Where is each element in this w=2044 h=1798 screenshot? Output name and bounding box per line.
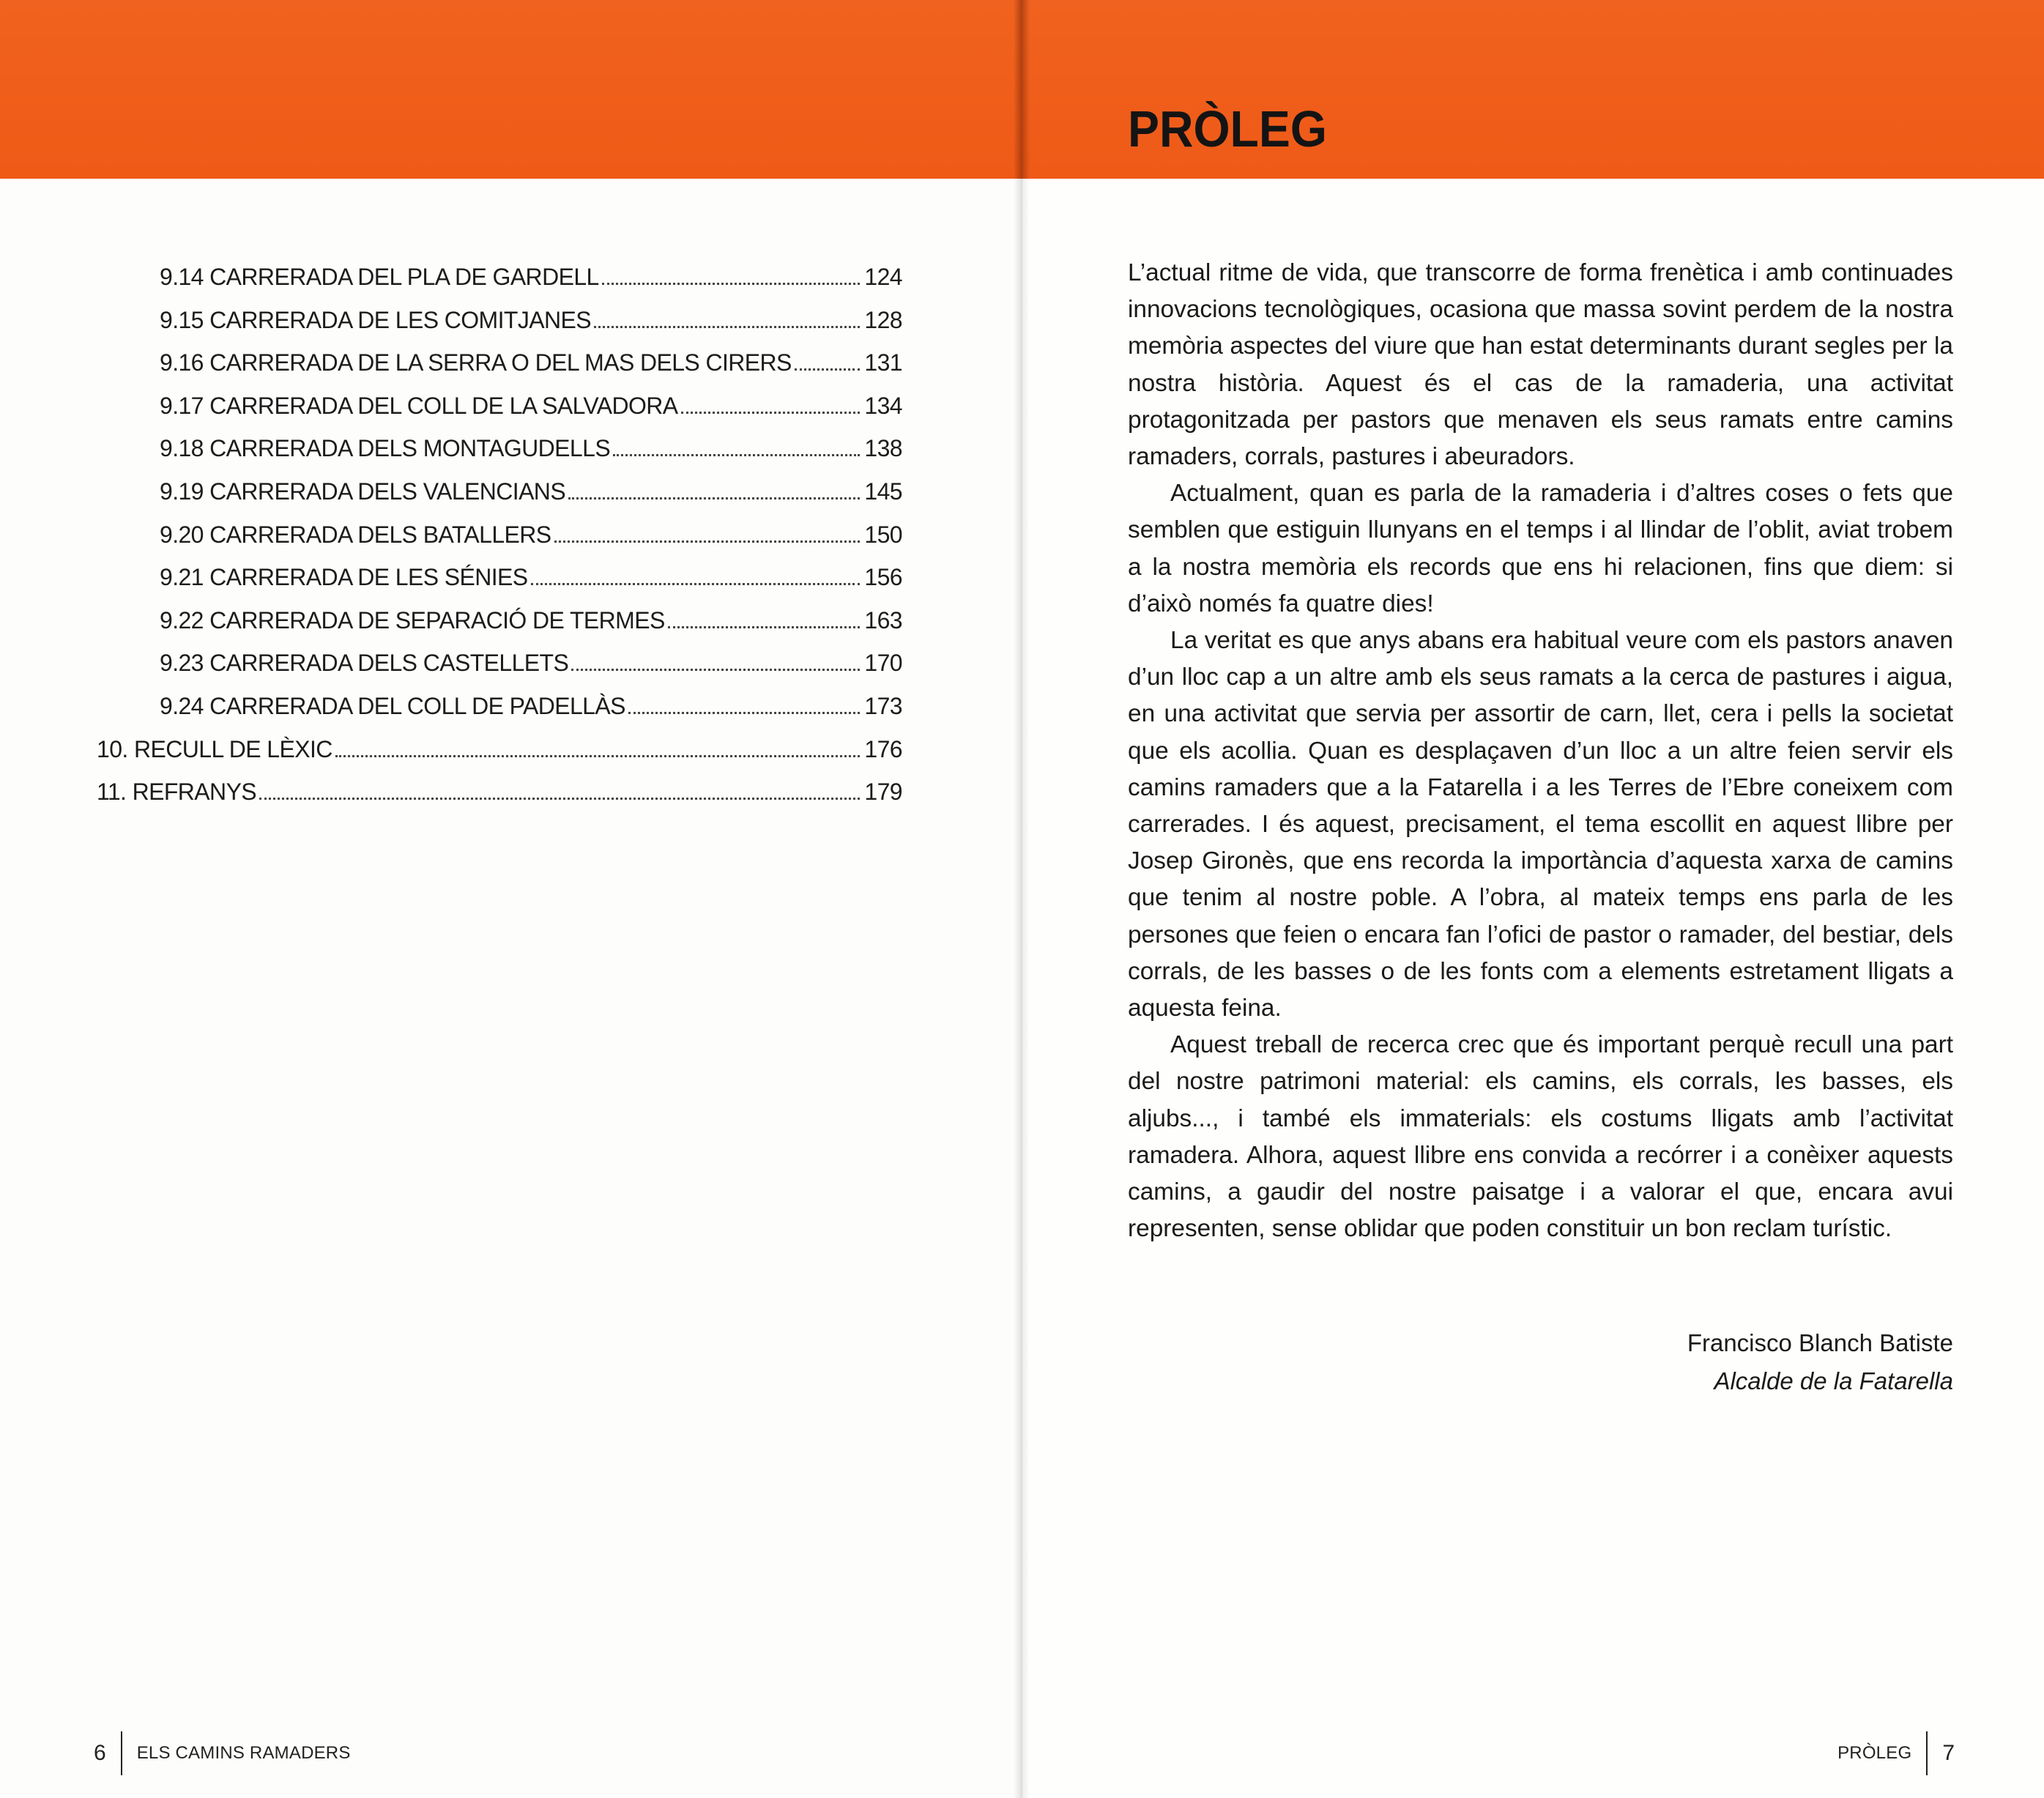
signature-block	[1687, 1324, 1953, 1400]
toc-entry	[160, 435, 902, 478]
toc-entry-page: 150	[864, 521, 902, 548]
toc-entry-label: 9.17 CARRERADA DEL COLL DE LA SALVADORA	[160, 392, 678, 419]
toc-entry	[97, 736, 902, 779]
signature-name: Francisco Blanch Batiste	[1687, 1329, 1953, 1356]
toc-entry	[97, 779, 902, 821]
toc-entry-label: 9.21 CARRERADA DE LES SÉNIES	[160, 564, 528, 591]
toc-entry	[160, 693, 902, 735]
toc-entry	[160, 393, 902, 435]
running-section-title: PRÒLEG	[1837, 1743, 1912, 1763]
toc-entry-label: 9.24 CARRERADA DEL COLL DE PADELLÀS	[160, 693, 625, 719]
book-spine-band-shadow	[1014, 0, 1030, 179]
toc-entry-label: 10. RECULL DE LÈXIC	[97, 735, 332, 762]
toc-entry	[160, 607, 902, 650]
toc-entry-page: 131	[864, 349, 902, 376]
toc-leader-dots	[681, 412, 861, 414]
book-spine-shadow	[1014, 0, 1030, 1798]
toc-leader-dots	[571, 669, 860, 671]
toc-entry-page: 156	[864, 564, 902, 591]
toc-entry-label: 9.18 CARRERADA DELS MONTAGUDELLS	[160, 435, 611, 462]
toc-entry	[160, 521, 902, 564]
toc-entry-page: 138	[864, 435, 902, 462]
toc-entry-label: 9.16 CARRERADA DE LA SERRA O DEL MAS DELS CIRERS	[160, 349, 792, 376]
toc-entry-label: 9.14 CARRERADA DEL PLA DE GARDELL	[160, 264, 599, 290]
toc-leader-dots	[602, 283, 861, 285]
running-book-title: ELS CAMINS RAMADERS	[136, 1743, 351, 1763]
prologue-paragraph: Actualment, quan es parla de la ramaderia i d’altres coses o fets que semblen que estiguin llunyans en el temps i al llindar de l’oblit, aviat trobem a la nostra memòria els records que ens hi relacionen, fins que diem: si d’això només fa quatre dies!	[1128, 480, 1953, 617]
toc-entry-page: 145	[864, 478, 902, 505]
toc-entry-page: 179	[864, 779, 902, 806]
toc-entry-label: 9.19 CARRERADA DELS VALENCIANS	[160, 478, 566, 505]
left-header-band	[0, 0, 1022, 179]
toc-leader-dots	[335, 755, 861, 757]
chapter-heading: PRÒLEG	[1128, 100, 1327, 157]
toc-entry-label: 11. REFRANYS	[97, 779, 257, 806]
right-footer	[1837, 1731, 1955, 1775]
left-footer	[94, 1731, 351, 1775]
footer-divider	[121, 1731, 122, 1775]
toc-entry-page: 173	[864, 693, 902, 719]
footer-divider	[1926, 1731, 1928, 1775]
toc-entry-page: 134	[864, 392, 902, 419]
left-page-number: 6	[94, 1741, 106, 1765]
toc-leader-dots	[795, 368, 861, 371]
toc-entry-page: 128	[864, 306, 902, 333]
toc-leader-dots	[668, 626, 861, 628]
signature-role: Alcalde de la Fatarella	[1714, 1367, 1953, 1394]
toc-entry-page: 163	[864, 606, 902, 634]
toc-leader-dots	[531, 583, 861, 585]
toc-entry-label: 9.20 CARRERADA DELS BATALLERS	[160, 521, 551, 548]
prologue-paragraph: La veritat es que anys abans era habitual veure com els pastors anaven d’un lloc cap a un altre amb els seus ramats a la cerca de pastures i aigua, en una activitat que servia per assortir de carn, llet, cera i pells la societat que els acollia. Quan es desplaçaven d’un lloc a un altre feien servir els camins ramaders que a la Fatarella i a les Terres de l’Ebre coneixem com carrerades. I és aquest, precisament, el tema escollit en aquest llibre per Josep Gironès, que ens recorda la importància d’aquesta xarxa de camins que tenim al nostre poble. A l’obra, al mateix temps ens parla de les persones que feien o encara fan l’ofici de pastor o ramader, del bestiar, dels corrals, de les basses o de les fonts com a elements estretament lligats a aquesta feina.	[1128, 627, 1953, 1022]
toc-entry	[160, 478, 902, 521]
toc-entry-label: 9.23 CARRERADA DELS CASTELLETS	[160, 650, 569, 677]
prologue-paragraph: Aquest treball de recerca crec que és important perquè recull una part del nostre patrimoni material: els camins, els corrals, les basses, els aljubs..., i també els immaterials: els costums lligats amb l’activitat ramadera. Alhora, aquest llibre ens convida a recórrer i a conèixer aquests camins, a gaudir del nostre paisatge i a valorar el que, encara avui representen, sense oblidar que poden constituir un bon reclam turístic.	[1128, 1031, 1953, 1243]
toc-leader-dots	[628, 712, 861, 714]
toc-entry	[160, 650, 902, 692]
toc-entry-label: 9.22 CARRERADA DE SEPARACIÓ DE TERMES	[160, 606, 665, 634]
toc-leader-dots	[613, 454, 860, 456]
prologue-paragraph: L’actual ritme de vida, que transcorre de forma frenètica i amb continuades innovacions tecnològiques, ocasiona que massa sovint perdem de la nostra memòria aspectes del viure que han estat determinants durant segles per la nostra història. Aquest és el cas de la ramaderia, una activitat protagonitzada per pastors que menaven els seus ramats entre camins ramaders, corrals, pastures i abeuradors.	[1128, 259, 1953, 471]
toc-leader-dots	[594, 326, 860, 328]
prologue-body	[1128, 255, 1953, 1247]
toc-entry	[160, 307, 902, 349]
toc-entry	[160, 349, 902, 392]
toc-entry-page: 124	[864, 264, 902, 290]
toc-entry	[160, 264, 902, 306]
toc-entry-page: 176	[864, 735, 902, 762]
toc-entry-label: 9.15 CARRERADA DE LES COMITJANES	[160, 306, 591, 333]
right-page-number: 7	[1942, 1741, 1955, 1765]
toc-leader-dots	[568, 497, 860, 499]
toc-leader-dots	[554, 540, 861, 543]
toc-entry-page: 170	[864, 650, 902, 677]
toc-entry	[160, 564, 902, 606]
toc-leader-dots	[259, 798, 860, 800]
right-page	[1022, 0, 2044, 1798]
